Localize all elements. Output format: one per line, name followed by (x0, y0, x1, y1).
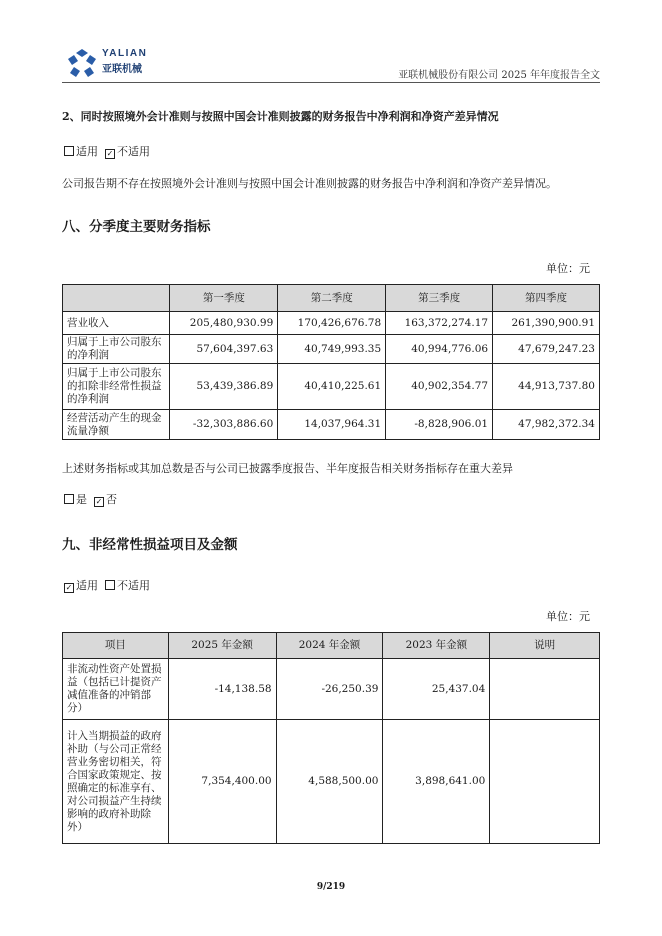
sec8-unit: 单位：元 (546, 262, 590, 275)
sec2-options (64, 143, 150, 159)
page-number: 9/219 (316, 882, 346, 892)
sec9-checkbox-apply: ✓ (65, 583, 73, 592)
sec8-title: 八、分季度主要财务指标 (62, 219, 211, 235)
sec9-options (64, 577, 150, 593)
cell: 261,390,900.91 (493, 312, 600, 335)
quarterly-header-4: 第四季度 (493, 285, 600, 312)
row-label: 计入当期损益的政府补助（与公司正常经营业务密切相关，符合国家政策规定、按照确定的标准享有、对公司损益产生持续影响的政府补助除外） (63, 720, 169, 844)
sec9-unit: 单位：元 (546, 610, 590, 623)
logo-text-cn: 亚联机械 (102, 64, 142, 75)
cell: 57,604,397.63 (170, 335, 278, 364)
document-title: 亚联机械股份有限公司 2025 年年度报告全文 (398, 70, 600, 81)
table-row (63, 364, 600, 410)
cell: 4,588,500.00 (276, 720, 383, 844)
table-row (63, 410, 600, 440)
cell-note (490, 720, 600, 844)
table-row (63, 335, 600, 364)
cell: 47,982,372.34 (493, 410, 600, 440)
cell: 40,994,776.06 (386, 335, 493, 364)
quarterly-header-3: 第三季度 (386, 285, 493, 312)
cell: 40,749,993.35 (278, 335, 386, 364)
company-logo (66, 47, 156, 79)
sec8-opt-no: 否 (106, 493, 117, 506)
cell: 163,372,274.17 (386, 312, 493, 335)
table-row (63, 720, 600, 844)
cell: -8,828,906.01 (386, 410, 493, 440)
cell: 205,480,930.99 (170, 312, 278, 335)
nonrecurring-header-4: 说明 (490, 633, 600, 659)
quarterly-header-row (63, 285, 600, 312)
logo-mark-icon (66, 47, 98, 79)
nonrecurring-table (62, 632, 600, 844)
sec9-opt-apply: 适用 (76, 579, 98, 592)
sec8-checkbox-no: ✓ (95, 497, 103, 506)
cell: -14,138.58 (168, 659, 276, 720)
sec2-title: 2、同时按照境外会计准则与按照中国会计准则披露的财务报告中净利润和净资产差异情况 (62, 110, 499, 123)
nonrecurring-header-1: 2025 年金额 (168, 633, 276, 659)
sec2-opt-apply: 适用 (76, 145, 98, 158)
nonrecurring-header-3: 2023 年金额 (383, 633, 490, 659)
row-label: 营业收入 (63, 312, 170, 335)
logo-text-en: YALIAN (102, 48, 148, 59)
sec8-options (64, 491, 117, 507)
cell: 25,437.04 (383, 659, 490, 720)
sec2-opt-not-apply: 不适用 (117, 145, 150, 158)
cell: 53,439,386.89 (170, 364, 278, 410)
row-label: 归属于上市公司股东的扣除非经常性损益的净利润 (63, 364, 170, 410)
sec8-opt-yes: 是 (76, 493, 87, 506)
sec8-checkbox-yes (64, 494, 74, 504)
cell: 14,037,964.31 (278, 410, 386, 440)
sec2-checkbox-not-apply: ✓ (106, 149, 114, 158)
cell: 40,410,225.61 (278, 364, 386, 410)
sec8-note: 上述财务指标或其加总数是否与公司已披露季度报告、半年度报告相关财务指标存在重大差异 (62, 462, 513, 475)
table-row (63, 312, 600, 335)
cell: -32,303,886.60 (170, 410, 278, 440)
cell: 47,679,247.23 (493, 335, 600, 364)
row-label: 经营活动产生的现金流量净额 (63, 410, 170, 440)
cell: -26,250.39 (276, 659, 383, 720)
cell: 40,902,354.77 (386, 364, 493, 410)
nonrecurring-header-row (63, 633, 600, 659)
row-label: 归属于上市公司股东的净利润 (63, 335, 170, 364)
sec9-title: 九、非经常性损益项目及金额 (62, 537, 238, 553)
cell: 3,898,641.00 (383, 720, 490, 844)
cell-note (490, 659, 600, 720)
quarterly-table (62, 284, 600, 440)
cell: 44,913,737.80 (493, 364, 600, 410)
cell: 170,426,676.78 (278, 312, 386, 335)
quarterly-header-1: 第一季度 (170, 285, 278, 312)
row-label: 非流动性资产处置损益（包括已计提资产减值准备的冲销部分） (63, 659, 169, 720)
quarterly-header-0 (63, 285, 170, 312)
cell: 7,354,400.00 (168, 720, 276, 844)
sec9-opt-not-apply: 不适用 (117, 579, 150, 592)
sec2-text: 公司报告期不存在按照境外会计准则与按照中国会计准则披露的财务报告中净利润和净资产差异情况。 (62, 177, 557, 190)
nonrecurring-header-0: 项目 (63, 633, 169, 659)
header-divider (62, 82, 600, 83)
sec2-checkbox-apply (64, 146, 74, 156)
table-row (63, 659, 600, 720)
nonrecurring-header-2: 2024 年金额 (276, 633, 383, 659)
sec9-checkbox-not-apply (105, 580, 115, 590)
quarterly-header-2: 第二季度 (278, 285, 386, 312)
